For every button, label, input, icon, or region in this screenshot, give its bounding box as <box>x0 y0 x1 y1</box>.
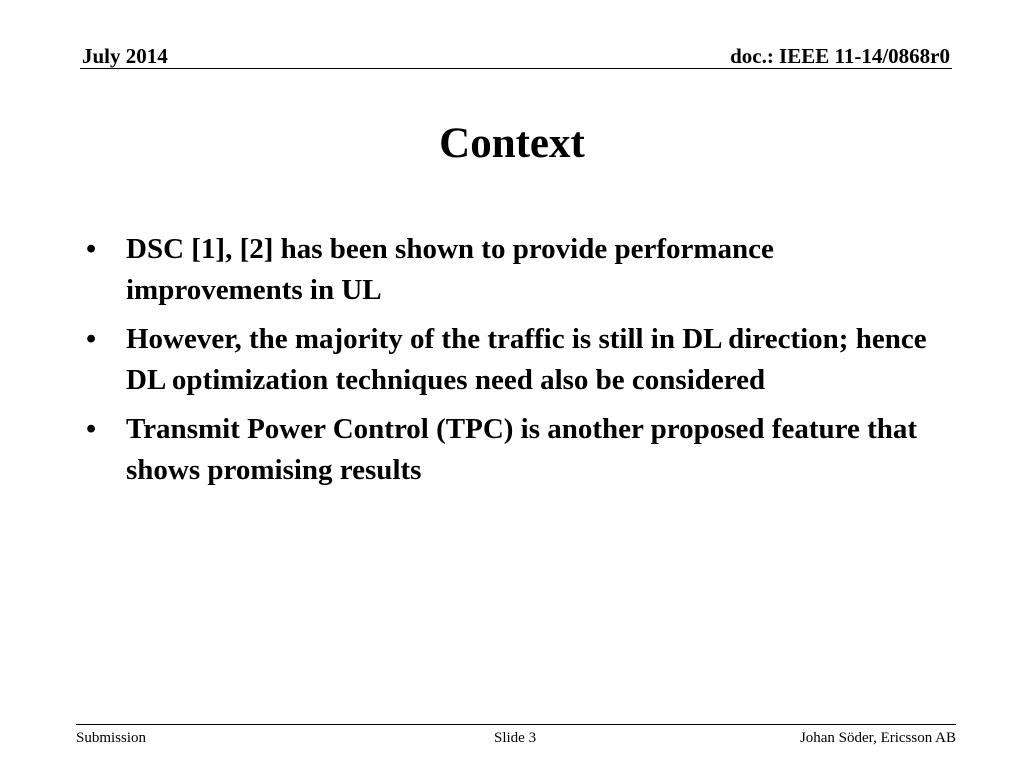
slide-footer <box>76 724 956 749</box>
bullet-marker: • <box>86 413 97 445</box>
slide-title: Context <box>439 120 585 167</box>
footer-submission-label: Submission <box>76 730 147 746</box>
bullet-marker: • <box>86 323 97 355</box>
bullet-text: Transmit Power Control (TPC) is another proposed feature that shows promising results <box>126 413 918 486</box>
bullet-text: However, the majority of the traffic is still in DL direction; hence DL optimization techniques need also be considered <box>126 323 927 396</box>
footer-author: Johan Söder, Ericsson AB <box>799 730 956 746</box>
bullet-item <box>86 409 946 490</box>
header-date: July 2014 <box>82 44 168 68</box>
bullet-item <box>86 319 946 400</box>
slide-header <box>80 44 952 69</box>
header-document-id: doc.: IEEE 11-14/0868r0 <box>730 44 950 68</box>
footer-slide-number: Slide 3 <box>494 730 537 746</box>
bullet-list <box>86 229 946 499</box>
bullet-item <box>86 229 946 310</box>
bullet-marker: • <box>86 233 97 265</box>
bullet-text: DSC [1], [2] has been shown to provide performance improvements in UL <box>126 233 774 306</box>
